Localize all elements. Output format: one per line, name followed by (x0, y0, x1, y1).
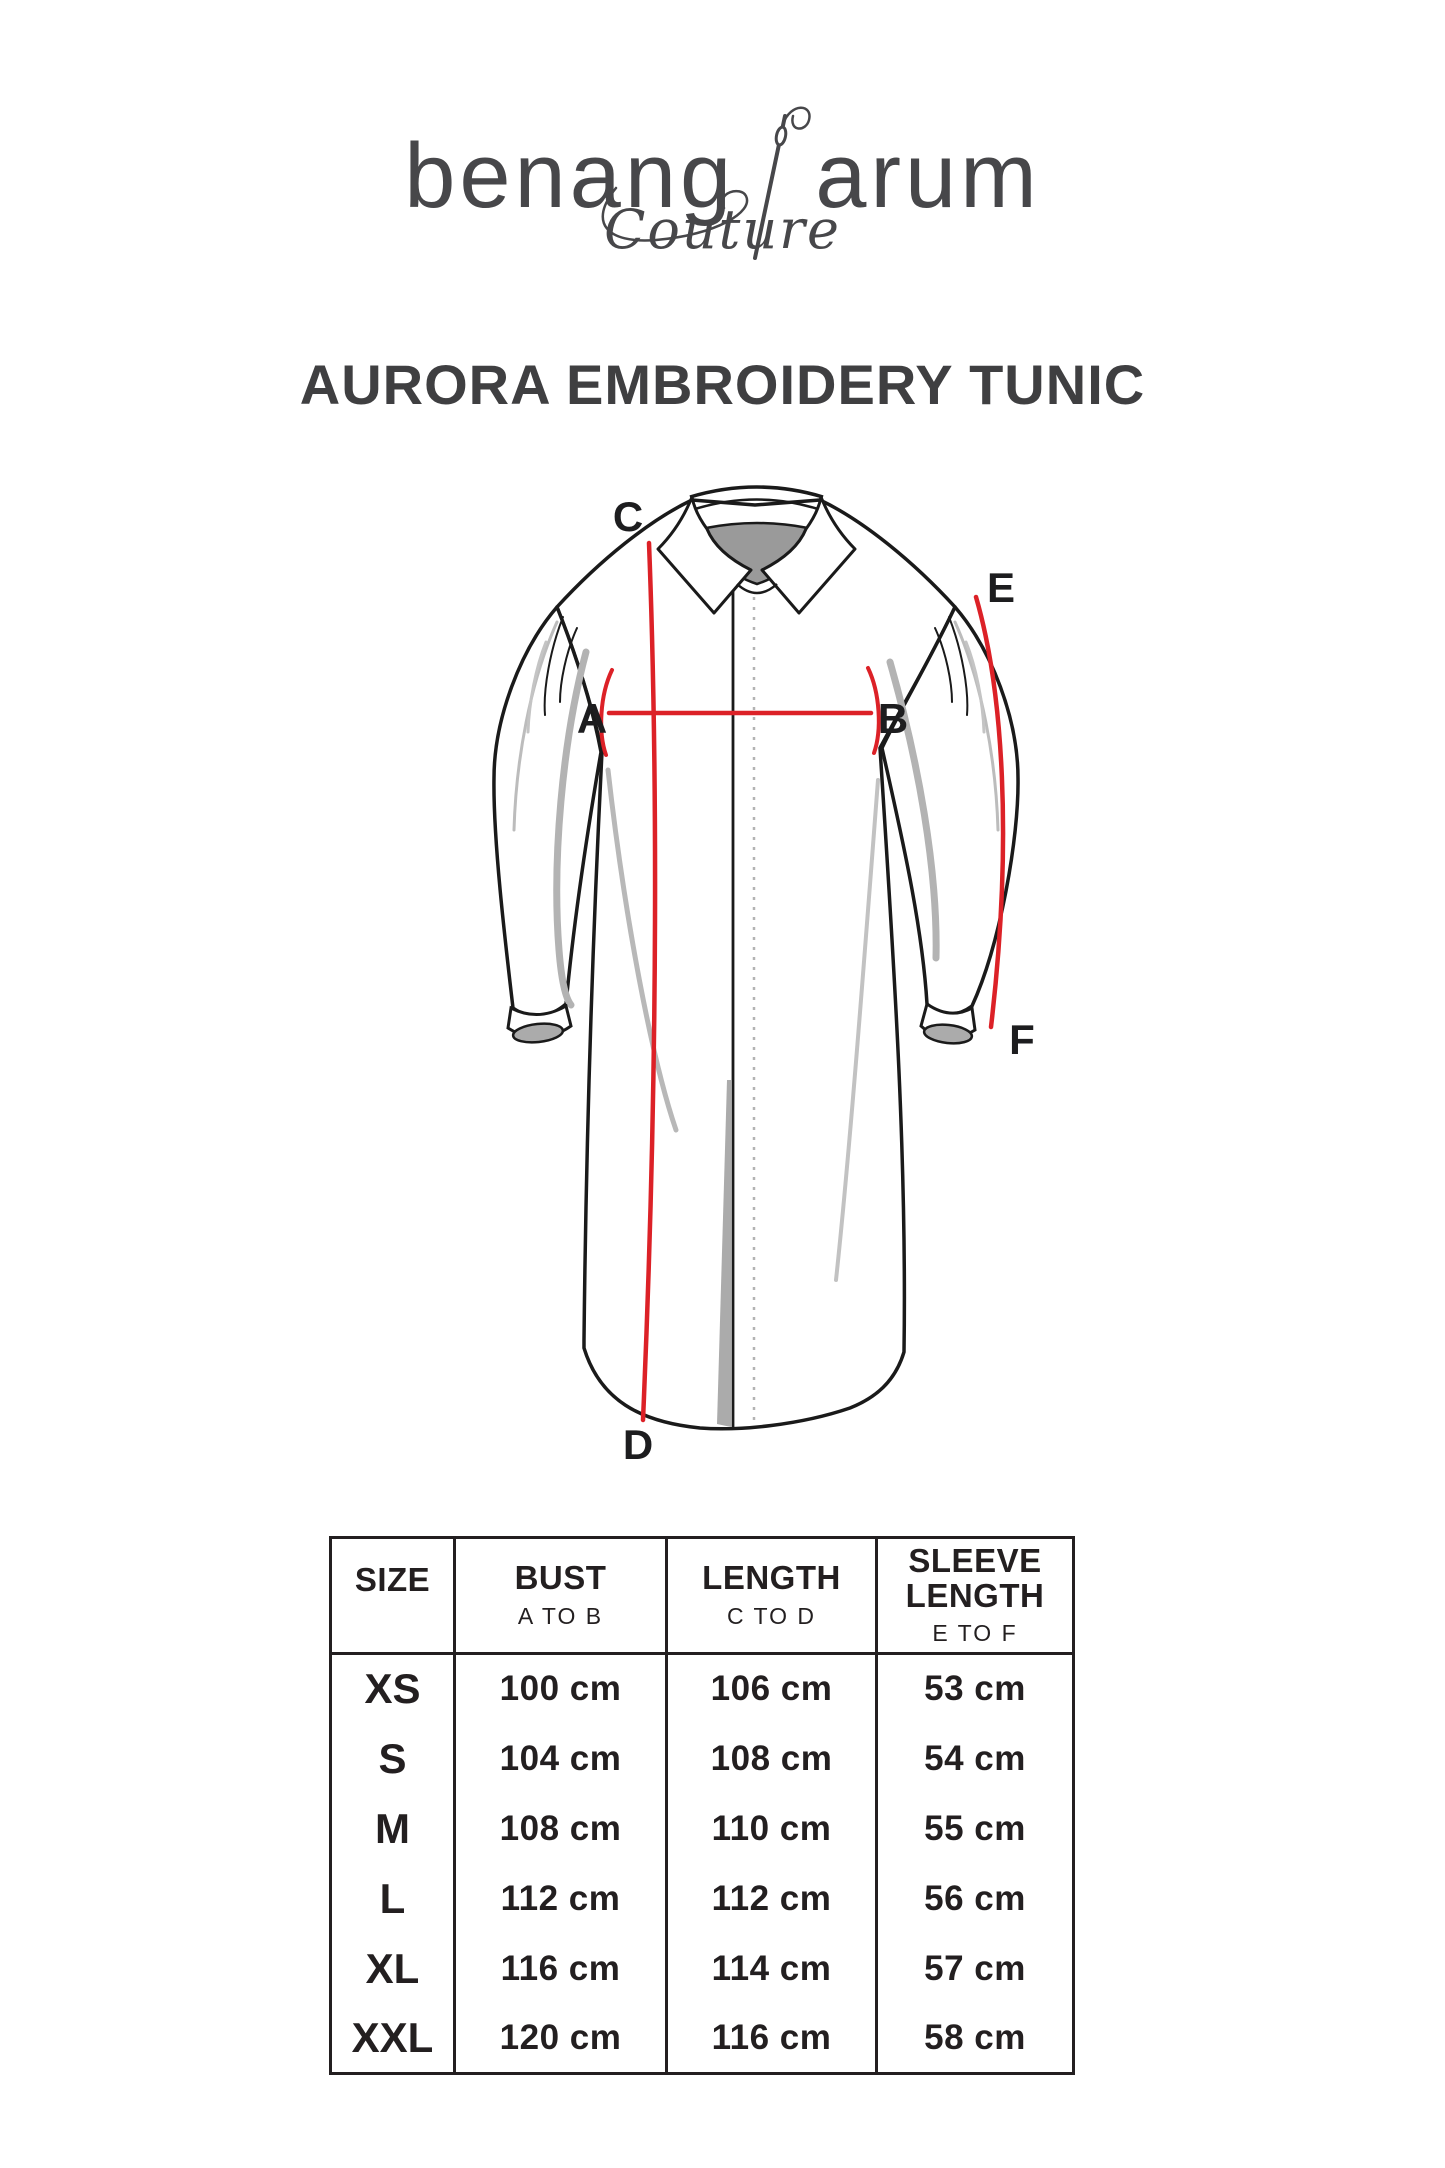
table-row-s (331, 1724, 1074, 1794)
point-label-b: B (877, 695, 909, 742)
point-label-f: F (1009, 1016, 1035, 1063)
table-row-m (331, 1794, 1074, 1864)
column-header-bust: BUST A TO B (455, 1538, 667, 1654)
column-header-length: LENGTH C TO D (667, 1538, 877, 1654)
sleeve-value: 57 cm (877, 1934, 1074, 2004)
size-label: L (379, 1874, 406, 1922)
bust-value: 104 cm (455, 1724, 667, 1794)
size-chart-table (329, 1536, 1075, 2075)
size-label: XS (364, 1665, 421, 1713)
sleeve-value: 55 cm (877, 1794, 1074, 1864)
table-row-xl (331, 1934, 1074, 2004)
point-label-d: D (622, 1421, 654, 1468)
size-label: S (378, 1734, 407, 1782)
length-value: 116 cm (667, 2004, 877, 2074)
length-value: 108 cm (667, 1724, 877, 1794)
product-title: AURORA EMBROIDERY TUNIC (299, 353, 1146, 416)
bust-value: 112 cm (455, 1864, 667, 1934)
brand-word-benang: benang (404, 125, 736, 227)
bust-value: 120 cm (455, 2004, 667, 2074)
point-label-a: A (576, 695, 608, 742)
tunic-body-outline (557, 500, 955, 1429)
length-value: 106 cm (667, 1654, 877, 1724)
table-row-l (331, 1864, 1074, 1934)
sleeve-value: 54 cm (877, 1724, 1074, 1794)
size-label: M (375, 1804, 410, 1852)
point-label-e: E (986, 564, 1016, 611)
length-value: 114 cm (667, 1934, 877, 2004)
table-row-xs (331, 1654, 1074, 1724)
length-value: 112 cm (667, 1864, 877, 1934)
size-label: XL (365, 1944, 420, 1992)
column-header-sleeve-length: SLEEVE LENGTH E TO F (877, 1538, 1074, 1654)
sleeve-value: 53 cm (877, 1654, 1074, 1724)
size-chart-header-row (331, 1538, 1074, 1654)
size-label: XXL (351, 2013, 434, 2061)
sleeve-value: 56 cm (877, 1864, 1074, 1934)
brand-tagline: Couture (604, 198, 841, 261)
bust-value: 108 cm (455, 1794, 667, 1864)
table-row-xxl (331, 2004, 1074, 2074)
bust-value: 100 cm (455, 1654, 667, 1724)
bust-value: 116 cm (455, 1934, 667, 2004)
length-value: 110 cm (667, 1794, 877, 1864)
point-label-c: C (612, 493, 644, 540)
sleeve-value: 58 cm (877, 2004, 1074, 2074)
tunic-measurement-diagram (455, 450, 1055, 1480)
brand-word-arum: arum (815, 125, 1041, 227)
column-header-size: SIZE (331, 1538, 455, 1654)
